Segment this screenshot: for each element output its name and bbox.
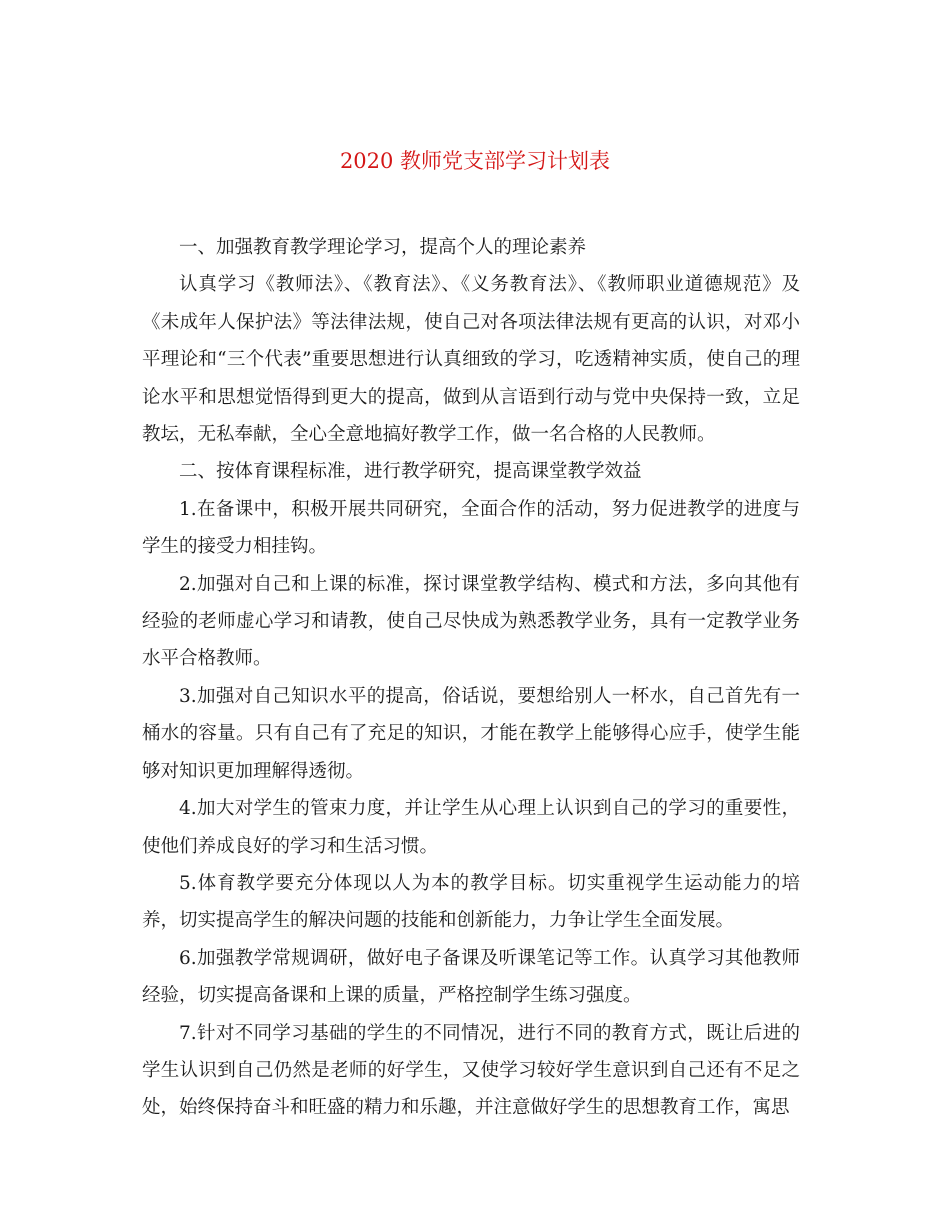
list-item-5: 5.体育教学要充分体现以人为本的教学目标。切实重视学生运动能力的培养，切实提高学生的解决问题的技能和创新能力，力争让学生全面发展。 <box>142 872 800 932</box>
list-item-2: 2.加强对自己和上课的标准，探讨课堂教学结构、模式和方法，多向其他有经验的老师虚心学习和请教，使自己尽快成为熟悉教学业务，具有一定教学业务水平合格教师。 <box>142 573 800 670</box>
list-item-6: 6.加强教学常规调研，做好电子备课及听课笔记等工作。认真学习其他教师经验，切实提高备课和上课的质量，严格控制学生练习强度。 <box>142 947 800 1007</box>
section-heading-2: 二、按体育课程标准，进行教学研究，提高课堂教学效益 <box>179 461 642 483</box>
list-item-3: 3.加强对自己知识水平的提高，俗话说，要想给别人一杯水，自己首先有一桶水的容量。只有自己有了充足的知识，才能在教学上能够得心应手，使学生能够对知识更加理解得透彻。 <box>142 685 800 782</box>
paragraph-law-study: 认真学习《教师法》、《教育法》、《义务教育法》、《教师职业道德规范》及《未成年人保护法》等法律法规，使自己对各项法律法规有更高的认识，对邓小平理论和“三个代表”重要思想进行认真细致的学习，吃透精神实质，使自己的理论水平和思想觉悟得到更大的提高，做到从言语到行动与党中央保持一致，立足教坛，无私奉献，全心全意地搞好教学工作，做一名合格的人民教师。 <box>142 274 800 446</box>
document-title: 2020 教师党支部学习计划表 <box>339 149 611 173</box>
document-body <box>142 229 800 1127</box>
list-item-7: 7.针对不同学习基础的学生的不同情况，进行不同的教育方式，既让后进的学生认识到自己仍然是老师的好学生，又使学习较好学生意识到自己还有不足之处，始终保持奋斗和旺盛的精力和乐趣，并注意做好学生的思想教育工作，寓思 <box>142 1022 800 1119</box>
section-heading-1: 一、加强教育教学理论学习，提高个人的理论素养 <box>179 237 587 258</box>
list-item-4: 4.加大对学生的管束力度，并让学生从心理上认识到自己的学习的重要性，使他们养成良好的学习和生活习惯。 <box>142 798 800 857</box>
list-item-1: 1.在备课中，积极开展共同研究，全面合作的活动，努力促进教学的进度与学生的接受力相挂钩。 <box>142 498 800 558</box>
